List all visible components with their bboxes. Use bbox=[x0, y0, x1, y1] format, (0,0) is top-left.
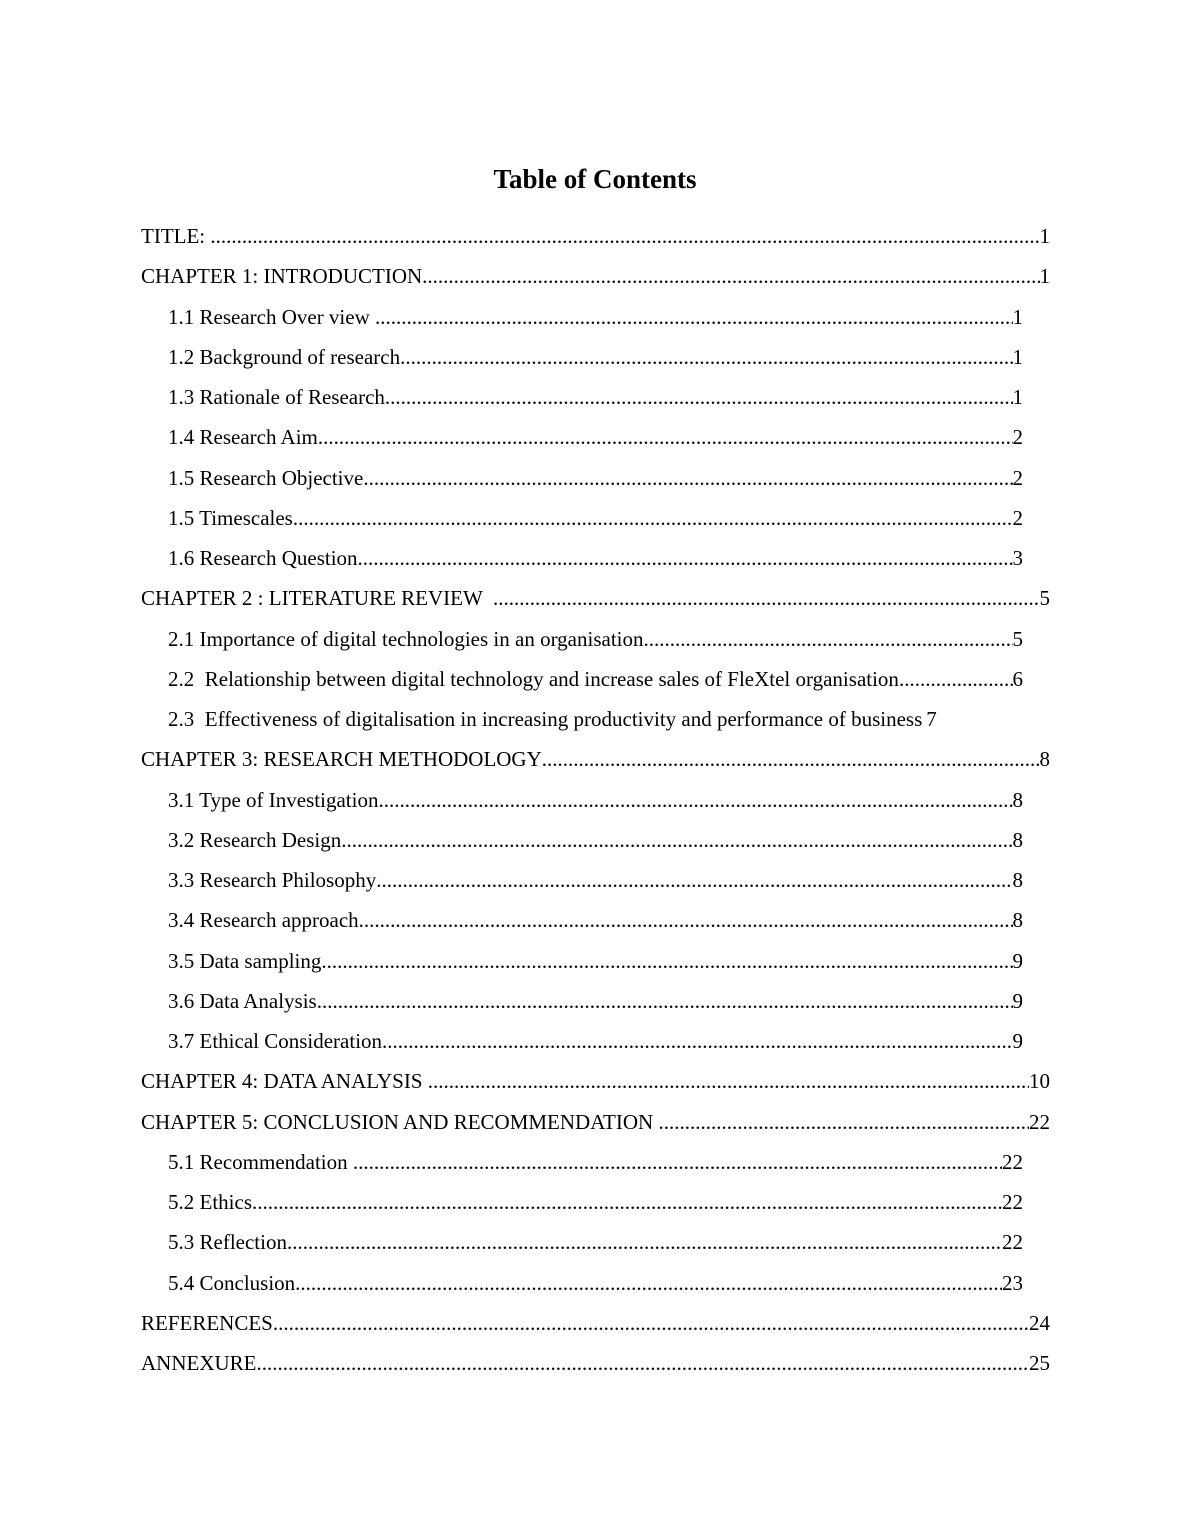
toc-dot-leader bbox=[493, 578, 1040, 618]
toc-dot-leader bbox=[359, 900, 1013, 940]
toc-entry-label: 5.4 Conclusion bbox=[168, 1270, 296, 1295]
toc-entry-label: 5.1 Recommendation bbox=[168, 1149, 353, 1174]
toc-page-number: 2 bbox=[1012, 465, 1023, 490]
toc-section-entry[interactable] bbox=[168, 1222, 1023, 1262]
toc-page-number: 10 bbox=[1029, 1069, 1050, 1094]
toc-page-number: 7 bbox=[926, 707, 937, 731]
toc-dot-leader bbox=[378, 780, 1012, 820]
toc-section-entry[interactable] bbox=[168, 619, 1023, 659]
toc-entry-label: REFERENCES bbox=[141, 1310, 273, 1335]
toc-page-number: 22 bbox=[1002, 1190, 1023, 1214]
toc-section-entry[interactable] bbox=[168, 820, 1023, 860]
toc-entry-label: 3.4 Research approach bbox=[168, 908, 359, 933]
toc-dot-leader bbox=[400, 337, 1012, 377]
toc-section-entry[interactable] bbox=[168, 498, 1023, 538]
toc-section-entry[interactable] bbox=[168, 780, 1023, 820]
toc-entry-label: 1.6 Research Question bbox=[168, 546, 358, 570]
toc-section-entry[interactable] bbox=[168, 458, 1023, 498]
toc-entry-label: 1.3 Rationale of Research bbox=[168, 385, 385, 409]
toc-chapter-entry[interactable] bbox=[141, 1061, 1050, 1101]
toc-entry-label: 3.6 Data Analysis bbox=[168, 988, 317, 1013]
toc-section-entry[interactable] bbox=[168, 1142, 1023, 1182]
toc-page-number: 2 bbox=[1012, 425, 1023, 450]
table-of-contents bbox=[0, 216, 1190, 1383]
toc-dot-leader bbox=[542, 739, 1040, 779]
toc-entry-label: 3.7 Ethical Consideration bbox=[168, 1029, 383, 1053]
toc-chapter-entry[interactable] bbox=[141, 256, 1050, 296]
toc-page-number: 1 bbox=[1039, 224, 1050, 248]
toc-entry-label: CHAPTER 2 : LITERATURE REVIEW bbox=[141, 586, 493, 611]
toc-dot-leader bbox=[295, 1263, 1002, 1303]
toc-dot-leader bbox=[341, 820, 1012, 860]
toc-entry-label: 1.2 Background of research bbox=[168, 344, 401, 369]
toc-dot-leader bbox=[252, 1182, 1002, 1222]
toc-dot-leader bbox=[318, 417, 1013, 457]
toc-dot-leader bbox=[385, 377, 1013, 417]
toc-section-entry[interactable] bbox=[168, 377, 1023, 417]
toc-dot-leader bbox=[644, 619, 1013, 659]
toc-dot-leader bbox=[899, 659, 1013, 699]
toc-section-entry[interactable] bbox=[168, 337, 1023, 377]
toc-entry-label: 2.1 Importance of digital technologies in an organisation bbox=[168, 626, 644, 651]
toc-section-entry[interactable] bbox=[168, 659, 1023, 699]
toc-page-number: 9 bbox=[1012, 1029, 1023, 1053]
toc-dot-leader bbox=[363, 458, 1012, 498]
toc-page-number: 2 bbox=[1012, 505, 1023, 530]
toc-entry-label: CHAPTER 3: RESEARCH METHODOLOGY bbox=[141, 747, 542, 772]
toc-entry-label: 1.4 Research Aim bbox=[168, 425, 318, 450]
toc-section-entry[interactable] bbox=[168, 699, 1023, 739]
toc-page-number: 8 bbox=[1012, 868, 1023, 892]
toc-page-number: 23 bbox=[1002, 1270, 1023, 1295]
toc-page-number: 22 bbox=[1002, 1149, 1023, 1174]
toc-dot-leader bbox=[376, 860, 1012, 900]
toc-dot-leader bbox=[293, 498, 1013, 538]
toc-page-number: 8 bbox=[1012, 908, 1023, 933]
toc-entry-label: 3.2 Research Design bbox=[168, 827, 342, 852]
toc-entry-label: CHAPTER 4: DATA ANALYSIS bbox=[141, 1069, 428, 1094]
toc-page-number: 3 bbox=[1012, 546, 1023, 570]
toc-chapter-entry[interactable] bbox=[141, 739, 1050, 779]
toc-entry-label: CHAPTER 1: INTRODUCTION bbox=[141, 264, 423, 289]
toc-section-entry[interactable] bbox=[168, 1021, 1023, 1061]
toc-dot-leader bbox=[382, 1021, 1012, 1061]
toc-section-entry[interactable] bbox=[168, 860, 1023, 900]
toc-entry-label: 2.3 Effectiveness of digitalisation in increasing productivity and performance of business bbox=[168, 707, 923, 731]
toc-section-entry[interactable] bbox=[168, 1263, 1023, 1303]
toc-page-number: 22 bbox=[1002, 1230, 1023, 1255]
toc-entry-label: 5.3 Reflection bbox=[168, 1230, 287, 1255]
toc-page-number: 5 bbox=[1039, 586, 1050, 611]
toc-page-number: 25 bbox=[1029, 1351, 1050, 1375]
toc-page-number: 8 bbox=[1039, 747, 1050, 772]
toc-entry-label: 1.5 Research Objective bbox=[168, 465, 364, 490]
toc-page-number: 1 bbox=[1012, 344, 1023, 369]
toc-page-number: 1 bbox=[1012, 304, 1023, 329]
toc-page-number: 1 bbox=[1012, 385, 1023, 409]
toc-dot-leader bbox=[273, 1303, 1029, 1343]
toc-chapter-entry[interactable] bbox=[141, 1343, 1050, 1383]
toc-page-number: 8 bbox=[1012, 787, 1023, 812]
toc-page-number: 9 bbox=[1012, 948, 1023, 973]
page-title: Table of Contents bbox=[493, 164, 697, 194]
toc-entry-label: 5.2 Ethics bbox=[168, 1190, 252, 1214]
toc-dot-leader bbox=[358, 538, 1013, 578]
toc-page-number: 5 bbox=[1012, 626, 1023, 651]
toc-chapter-entry[interactable] bbox=[141, 1102, 1050, 1142]
toc-dot-leader bbox=[428, 1061, 1029, 1101]
toc-dot-leader bbox=[210, 216, 1039, 256]
toc-chapter-entry[interactable] bbox=[141, 216, 1050, 256]
toc-page-number: 24 bbox=[1029, 1310, 1050, 1335]
toc-entry-label: CHAPTER 5: CONCLUSION AND RECOMMENDATION bbox=[141, 1109, 659, 1134]
toc-dot-leader bbox=[658, 1102, 1029, 1142]
toc-entry-label: 1.5 Timescales bbox=[168, 505, 293, 530]
toc-dot-leader bbox=[375, 297, 1012, 337]
toc-page-number: 6 bbox=[1012, 666, 1023, 691]
toc-dot-leader bbox=[257, 1343, 1030, 1383]
toc-entry-label: 3.5 Data sampling bbox=[168, 948, 322, 973]
toc-entry-label: 1.1 Research Over view bbox=[168, 304, 376, 329]
toc-entry-label: TITLE: bbox=[141, 224, 211, 248]
toc-chapter-entry[interactable] bbox=[141, 1303, 1050, 1343]
toc-entry-label: 3.1 Type of Investigation bbox=[168, 787, 379, 812]
toc-section-entry[interactable] bbox=[168, 417, 1023, 457]
toc-entry-label: ANNEXURE bbox=[141, 1351, 257, 1375]
toc-page-number: 1 bbox=[1039, 264, 1050, 289]
toc-page-number: 9 bbox=[1012, 988, 1023, 1013]
toc-section-entry[interactable] bbox=[168, 538, 1023, 578]
toc-chapter-entry[interactable] bbox=[141, 578, 1050, 618]
toc-dot-leader bbox=[353, 1142, 1002, 1182]
toc-page-number: 8 bbox=[1012, 827, 1023, 852]
toc-section-entry[interactable] bbox=[168, 1182, 1023, 1222]
toc-dot-leader bbox=[317, 981, 1013, 1021]
toc-dot-leader bbox=[321, 941, 1012, 981]
toc-entry-label: 3.3 Research Philosophy bbox=[168, 868, 377, 892]
toc-dot-leader bbox=[287, 1222, 1002, 1262]
toc-section-entry[interactable] bbox=[168, 900, 1023, 940]
toc-section-entry[interactable] bbox=[168, 941, 1023, 981]
toc-entry-label: 2.2 Relationship between digital technology and increase sales of FleXtel organisation bbox=[168, 666, 899, 691]
toc-section-entry[interactable] bbox=[168, 297, 1023, 337]
toc-section-entry[interactable] bbox=[168, 981, 1023, 1021]
toc-page-number: 22 bbox=[1029, 1109, 1050, 1134]
toc-dot-leader bbox=[422, 256, 1039, 296]
